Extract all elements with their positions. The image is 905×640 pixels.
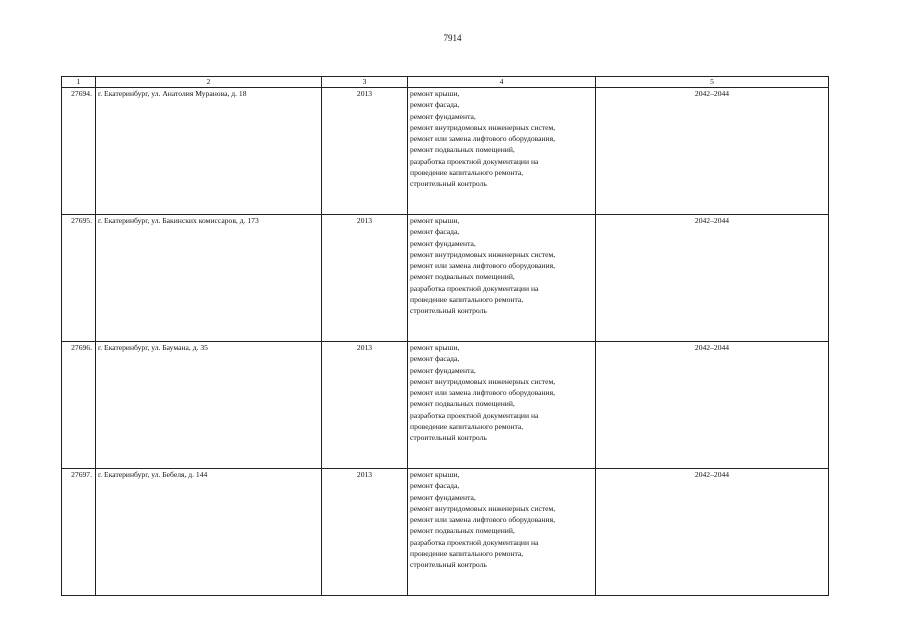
work-item: разработка проектной документации на	[410, 410, 539, 420]
row-number-cell: 27696.	[62, 342, 96, 469]
work-item: ремонт фундамента,	[410, 492, 476, 502]
work-item: ремонт подвальных помещений,	[410, 399, 515, 409]
year-cell: 2013	[322, 469, 408, 596]
work-item: ремонт внутридомовых инженерных систем,	[410, 122, 556, 132]
column-header: 3	[322, 77, 408, 88]
repair-schedule-table	[61, 76, 829, 596]
period-cell: 2042–2044	[596, 342, 829, 469]
year-cell: 2013	[322, 342, 408, 469]
work-item: ремонт подвальных помещений,	[410, 526, 515, 536]
page-number: 7914	[443, 33, 462, 43]
work-item: ремонт крыши,	[410, 470, 460, 479]
year-cell: 2013	[322, 215, 408, 342]
table-row	[62, 469, 829, 596]
work-item: ремонт фасада,	[410, 354, 460, 364]
work-item: ремонт крыши,	[410, 343, 460, 352]
address-cell: г. Екатеринбург, ул. Анатолия Муранова, д. 18	[96, 88, 322, 215]
header-row	[62, 77, 829, 88]
work-item: ремонт крыши,	[410, 216, 460, 225]
column-header: 1	[62, 77, 96, 88]
table-row	[62, 88, 829, 215]
work-item: ремонт фундамента,	[410, 365, 476, 375]
row-number-cell: 27694.	[62, 88, 96, 215]
work-item: ремонт фундамента,	[410, 111, 476, 121]
work-item: ремонт подвальных помещений,	[410, 272, 515, 282]
work-item: проведение капитального ремонта,	[410, 549, 524, 559]
works-cell	[408, 342, 596, 469]
work-item: строительный контроль	[410, 179, 487, 189]
address-cell: г. Екатеринбург, ул. Бакинских комиссаров, д. 173	[96, 215, 322, 342]
work-item: строительный контроль	[410, 433, 487, 443]
work-item: ремонт или замена лифтового оборудования,	[410, 515, 555, 525]
address-cell: г. Екатеринбург, ул. Баумана, д. 35	[96, 342, 322, 469]
work-item: ремонт или замена лифтового оборудования,	[410, 261, 555, 271]
column-header: 5	[596, 77, 829, 88]
work-item: ремонт фасада,	[410, 481, 460, 491]
work-item: проведение капитального ремонта,	[410, 168, 524, 178]
table-row	[62, 342, 829, 469]
period-cell: 2042–2044	[596, 469, 829, 596]
work-item: ремонт внутридомовых инженерных систем,	[410, 503, 556, 513]
work-item: разработка проектной документации на	[410, 156, 539, 166]
work-item: ремонт или замена лифтового оборудования,	[410, 134, 555, 144]
work-item: строительный контроль	[410, 560, 487, 570]
column-header: 2	[96, 77, 322, 88]
work-item: проведение капитального ремонта,	[410, 295, 524, 305]
row-number-cell: 27697.	[62, 469, 96, 596]
work-item: ремонт или замена лифтового оборудования,	[410, 388, 555, 398]
work-item: ремонт крыши,	[410, 89, 460, 98]
row-number-cell: 27695.	[62, 215, 96, 342]
works-cell	[408, 215, 596, 342]
work-item: разработка проектной документации на	[410, 537, 539, 547]
work-item: ремонт фасада,	[410, 100, 460, 110]
column-header: 4	[408, 77, 596, 88]
work-item: проведение капитального ремонта,	[410, 422, 524, 432]
work-item: ремонт фундамента,	[410, 238, 476, 248]
period-cell: 2042–2044	[596, 215, 829, 342]
period-cell: 2042–2044	[596, 88, 829, 215]
works-cell	[408, 469, 596, 596]
works-cell	[408, 88, 596, 215]
work-item: ремонт внутридомовых инженерных систем,	[410, 249, 556, 259]
work-item: строительный контроль	[410, 306, 487, 316]
work-item: ремонт подвальных помещений,	[410, 145, 515, 155]
table-row	[62, 215, 829, 342]
work-item: ремонт внутридомовых инженерных систем,	[410, 376, 556, 386]
address-cell: г. Екатеринбург, ул. Бебеля, д. 144	[96, 469, 322, 596]
year-cell: 2013	[322, 88, 408, 215]
work-item: ремонт фасада,	[410, 227, 460, 237]
work-item: разработка проектной документации на	[410, 283, 539, 293]
